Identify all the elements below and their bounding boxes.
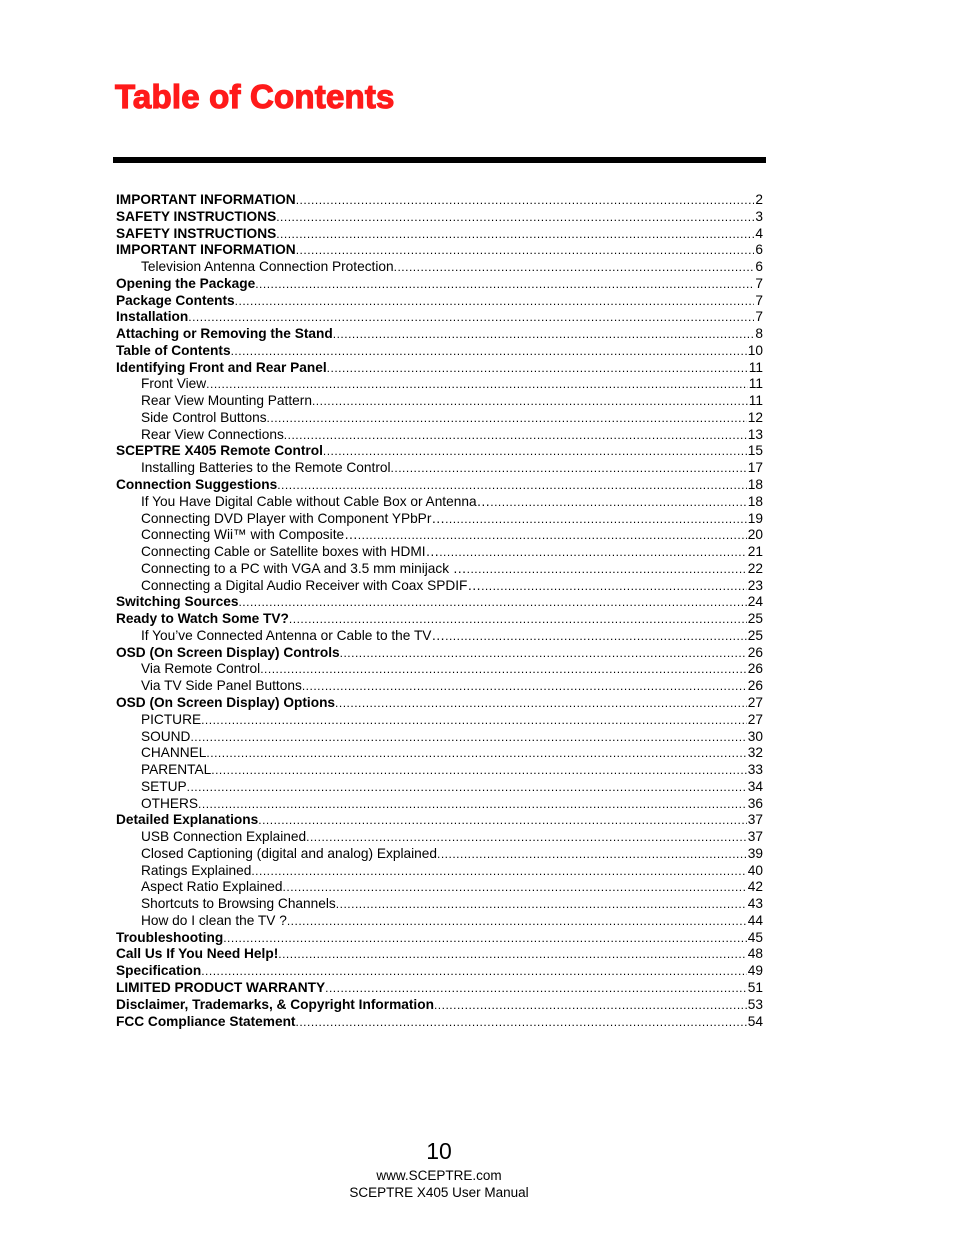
toc-dot-leader [238, 594, 746, 611]
toc-dot-leader [190, 729, 746, 746]
toc-entry-label: Switching Sources [116, 594, 239, 610]
toc-entry-page: 44 [747, 912, 763, 928]
toc-entry-label: Side Control Buttons [141, 409, 267, 425]
toc-entry[interactable] [116, 209, 763, 226]
toc-entry-page: 15 [747, 443, 763, 459]
toc-dot-leader [235, 293, 755, 310]
toc-entry[interactable] [116, 511, 763, 528]
toc-entry-page: 11 [748, 376, 763, 392]
toc-entry-page: 49 [747, 963, 763, 979]
toc-entry[interactable] [116, 192, 763, 209]
toc-dot-leader [333, 326, 755, 343]
toc-dot-leader [201, 712, 747, 729]
toc-entry-label: Disclaimer, Trademarks, & Copyright Information [116, 996, 434, 1012]
toc-dot-leader [340, 645, 747, 662]
toc-entry-label: Ratings Explained [141, 862, 252, 878]
toc-entry-label: Package Contents [116, 292, 235, 308]
toc-dot-leader [198, 796, 747, 813]
toc-entry-label: SAFETY INSTRUCTIONS [116, 208, 277, 224]
toc-entry[interactable] [116, 376, 763, 393]
toc-entry-label: Connecting Cable or Satellite boxes with HDMI… [141, 544, 440, 560]
toc-dot-leader [302, 678, 747, 695]
toc-dot-leader [335, 695, 747, 712]
toc-dot-leader [325, 980, 747, 997]
toc-entry-label: Via TV Side Panel Buttons [141, 678, 302, 694]
toc-entry[interactable] [116, 913, 763, 930]
toc-entry-label: SETUP [141, 778, 187, 794]
toc-entry[interactable] [116, 494, 763, 511]
toc-entry-label: If You Have Digital Cable without Cable Box or Antenna… [141, 493, 491, 509]
toc-entry-page: 27 [747, 694, 763, 710]
toc-entry-page: 30 [747, 728, 763, 744]
toc-entry[interactable] [116, 611, 763, 628]
toc-entry[interactable] [116, 477, 763, 494]
toc-dot-leader [223, 930, 747, 947]
toc-entry[interactable] [116, 846, 763, 863]
toc-entry-page: 27 [747, 711, 763, 727]
toc-entry-page: 17 [747, 460, 763, 476]
toc-dot-leader [251, 863, 746, 880]
toc-entry-page: 4 [755, 225, 763, 241]
toc-entry-page: 40 [747, 862, 763, 878]
toc-entry[interactable] [116, 460, 763, 477]
toc-entry-page: 43 [747, 896, 763, 912]
toc-entry[interactable] [116, 326, 763, 343]
title-divider [113, 157, 766, 163]
toc-entry-label: OTHERS [141, 795, 199, 811]
toc-entry[interactable] [116, 645, 763, 662]
toc-entry-label: Specification [116, 963, 202, 979]
toc-entry-page: 12 [747, 409, 763, 425]
toc-entry-page: 34 [747, 778, 763, 794]
toc-entry[interactable] [116, 779, 763, 796]
toc-entry[interactable] [116, 628, 763, 645]
toc-entry-page: 26 [747, 644, 763, 660]
toc-entry-label: SOUND [141, 728, 191, 744]
toc-entry-page: 19 [747, 510, 763, 526]
toc-entry[interactable] [116, 712, 763, 729]
toc-dot-leader [296, 1014, 747, 1031]
toc-dot-leader [258, 812, 747, 829]
toc-entry-label: Attaching or Removing the Stand [116, 326, 333, 342]
toc-entry[interactable] [116, 276, 763, 293]
toc-entry-label: Troubleshooting [116, 929, 224, 945]
toc-entry-label: Connecting DVD Player with Component YPbPr… [141, 510, 446, 526]
toc-entry-label: LIMITED PRODUCT WARRANTY [116, 979, 326, 995]
toc-dot-leader [201, 963, 747, 980]
toc-entry[interactable] [116, 259, 763, 276]
toc-entry-page: 18 [747, 477, 763, 493]
toc-entry-label: Rear View Mounting Pattern [141, 393, 312, 409]
toc-dot-leader [336, 896, 747, 913]
toc-entry-page: 22 [747, 560, 763, 576]
toc-entry-page: 21 [747, 544, 763, 560]
toc-entry-label: PARENTAL [141, 762, 212, 778]
toc-entry-label: Closed Captioning (digital and analog) Explained [141, 845, 437, 861]
toc-entry[interactable] [116, 309, 763, 326]
toc-entry-label: Aspect Ratio Explained [141, 879, 283, 895]
toc-entry[interactable] [116, 360, 763, 377]
toc-entry[interactable] [116, 946, 763, 963]
toc-dot-leader [276, 226, 754, 243]
footer-manual-title: SCEPTRE X405 User Manual [349, 1185, 529, 1200]
toc-entry[interactable] [116, 796, 763, 813]
toc-entry-label: IMPORTANT INFORMATION [116, 242, 296, 258]
toc-entry-label: Connection Suggestions [116, 477, 278, 493]
toc-entry-label: Opening the Package [116, 275, 256, 291]
toc-entry-page: 25 [747, 627, 763, 643]
toc-dot-leader [260, 661, 747, 678]
toc-entry[interactable] [116, 762, 763, 779]
toc-entry-page: 33 [747, 762, 763, 778]
toc-entry-page: 24 [747, 594, 763, 610]
toc-entry-label: CHANNEL [141, 745, 207, 761]
toc-entry[interactable] [116, 829, 763, 846]
toc-dot-leader [289, 611, 747, 628]
toc-entry[interactable] [116, 393, 763, 410]
toc-entry-label: SAFETY INSTRUCTIONS [116, 225, 277, 241]
toc-entry[interactable] [116, 997, 763, 1014]
toc-entry[interactable] [116, 443, 763, 460]
toc-entry[interactable] [116, 678, 763, 695]
toc-dot-leader [267, 410, 747, 427]
toc-entry-page: 32 [747, 745, 763, 761]
toc-entry[interactable] [116, 879, 763, 896]
toc-dot-leader [306, 829, 747, 846]
toc-entry-label: Rear View Connections [141, 426, 284, 442]
toc-dot-leader [277, 477, 747, 494]
toc-entry-page: 23 [747, 577, 763, 593]
toc-entry[interactable] [116, 695, 763, 712]
toc-entry-page: 25 [747, 611, 763, 627]
page-title: Table of Contents [115, 78, 395, 115]
toc-entry-page: 37 [747, 812, 763, 828]
toc-dot-leader [437, 846, 747, 863]
toc-dot-leader [394, 259, 755, 276]
toc-dot-leader [283, 879, 747, 896]
toc-entry-page: 48 [747, 946, 763, 962]
toc-entry[interactable] [116, 561, 763, 578]
toc-entry-label: Television Antenna Connection Protection [141, 259, 394, 275]
toc-entry-page: 11 [748, 393, 763, 409]
toc-dot-leader [490, 494, 747, 511]
footer-url: www.SCEPTRE.com [376, 1168, 502, 1183]
toc-dot-leader [278, 946, 747, 963]
toc-entry[interactable] [116, 293, 763, 310]
toc-entry-page: 54 [747, 1013, 763, 1029]
toc-entry-page: 26 [747, 661, 763, 677]
toc-dot-leader [206, 376, 748, 393]
toc-entry[interactable] [116, 729, 763, 746]
toc-dot-leader [434, 997, 747, 1014]
toc-dot-leader [439, 544, 747, 561]
toc-entry[interactable] [116, 1014, 763, 1031]
toc-dot-leader [391, 460, 747, 477]
toc-entry-label: If You’ve Connected Antenna or Cable to the TV… [141, 627, 446, 643]
toc-entry-label: IMPORTANT INFORMATION [116, 192, 296, 207]
toc-entry[interactable] [116, 812, 763, 829]
toc-entry[interactable] [116, 544, 763, 561]
toc-entry-page: 10 [747, 342, 763, 358]
toc-dot-leader [481, 578, 747, 595]
toc-dot-leader [187, 779, 747, 796]
toc-entry-label: OSD (On Screen Display) Options [116, 694, 336, 710]
toc-dot-leader [327, 360, 748, 377]
toc-entry-page: 13 [747, 426, 763, 442]
page-number: 10 [426, 1138, 452, 1164]
toc-dot-leader [445, 628, 747, 645]
toc-entry[interactable] [116, 226, 763, 243]
toc-dot-leader [296, 242, 755, 259]
toc-entry[interactable] [116, 661, 763, 678]
toc-entry-label: Identifying Front and Rear Panel [116, 359, 327, 375]
toc-entry-label: SCEPTRE X405 Remote Control [116, 443, 323, 459]
toc-entry[interactable] [116, 863, 763, 880]
toc-entry[interactable] [116, 427, 763, 444]
toc-entry-page: 26 [747, 678, 763, 694]
toc-dot-leader [323, 443, 747, 460]
toc-entry-page: 2 [755, 192, 763, 207]
toc-entry-page: 6 [755, 242, 763, 258]
toc-entry[interactable] [116, 578, 763, 595]
toc-entry-label: Connecting to a PC with VGA and 3.5 mm minijack … [141, 560, 467, 576]
toc-dot-leader [287, 913, 747, 930]
toc-entry-page: 39 [747, 845, 763, 861]
toc-entry-label: Via Remote Control [141, 661, 261, 677]
toc-entry[interactable] [116, 745, 763, 762]
toc-entry-page: 45 [747, 929, 763, 945]
toc-entry[interactable] [116, 930, 763, 947]
toc-dot-leader [467, 561, 747, 578]
toc-entry[interactable] [116, 980, 763, 997]
toc-entry-label: How do I clean the TV ? [141, 912, 287, 928]
toc-entry-page: 36 [747, 795, 763, 811]
toc-entry-label: PICTURE [141, 711, 202, 727]
toc-entry-label: Front View [141, 376, 207, 392]
toc-dot-leader [284, 427, 747, 444]
toc-entry-page: 42 [747, 879, 763, 895]
toc-dot-leader [296, 192, 755, 209]
toc-dot-leader [312, 393, 748, 410]
toc-dot-leader [206, 745, 746, 762]
toc-entry-page: 53 [747, 996, 763, 1012]
toc-entry-label: Connecting a Digital Audio Receiver with Coax SPDIF… [141, 577, 482, 593]
toc-entry-label: FCC Compliance Statement [116, 1013, 296, 1029]
toc-dot-leader [276, 209, 754, 226]
toc-entry-label: Installation [116, 309, 189, 325]
toc-entry-page: 11 [748, 359, 763, 375]
toc-dot-leader [188, 309, 754, 326]
toc-entry-page: 7 [755, 275, 763, 291]
toc-entry-label: OSD (On Screen Display) Controls [116, 644, 340, 660]
toc-entry-page: 3 [755, 208, 763, 224]
toc-entry-page: 7 [755, 309, 763, 325]
toc-entry[interactable] [116, 963, 763, 980]
toc-entry-page: 7 [755, 292, 763, 308]
toc-entry-label: Connecting Wii™ with Composite… [141, 527, 358, 543]
toc-entry[interactable] [116, 594, 763, 611]
toc-dot-leader [445, 511, 747, 528]
toc-entry[interactable] [116, 343, 763, 360]
toc-entry-page: 20 [747, 527, 763, 543]
toc-entry-page: 6 [755, 259, 763, 275]
toc-entry-label: Shortcuts to Browsing Channels [141, 896, 336, 912]
toc-entry-label: Call Us If You Need Help! [116, 946, 279, 962]
toc-entry-page: 37 [747, 829, 763, 845]
toc-entry[interactable] [116, 410, 763, 427]
toc-dot-leader [255, 276, 754, 293]
toc-dot-leader [231, 343, 747, 360]
toc-dot-leader [211, 762, 747, 779]
toc-entry[interactable] [116, 242, 763, 259]
table-of-contents [116, 192, 763, 1030]
toc-entry-label: Detailed Explanations [116, 812, 259, 828]
toc-entry-page: 51 [747, 979, 763, 995]
toc-entry-label: Installing Batteries to the Remote Control [141, 460, 391, 476]
toc-entry[interactable] [116, 896, 763, 913]
toc-entry-label: Ready to Watch Some TV? [116, 611, 289, 627]
toc-entry-label: USB Connection Explained [141, 829, 307, 845]
toc-entry-label: Table of Contents [116, 342, 231, 358]
toc-entry-page: 8 [755, 326, 763, 342]
toc-dot-leader [358, 527, 747, 544]
toc-entry[interactable] [116, 527, 763, 544]
toc-entry-page: 18 [747, 493, 763, 509]
